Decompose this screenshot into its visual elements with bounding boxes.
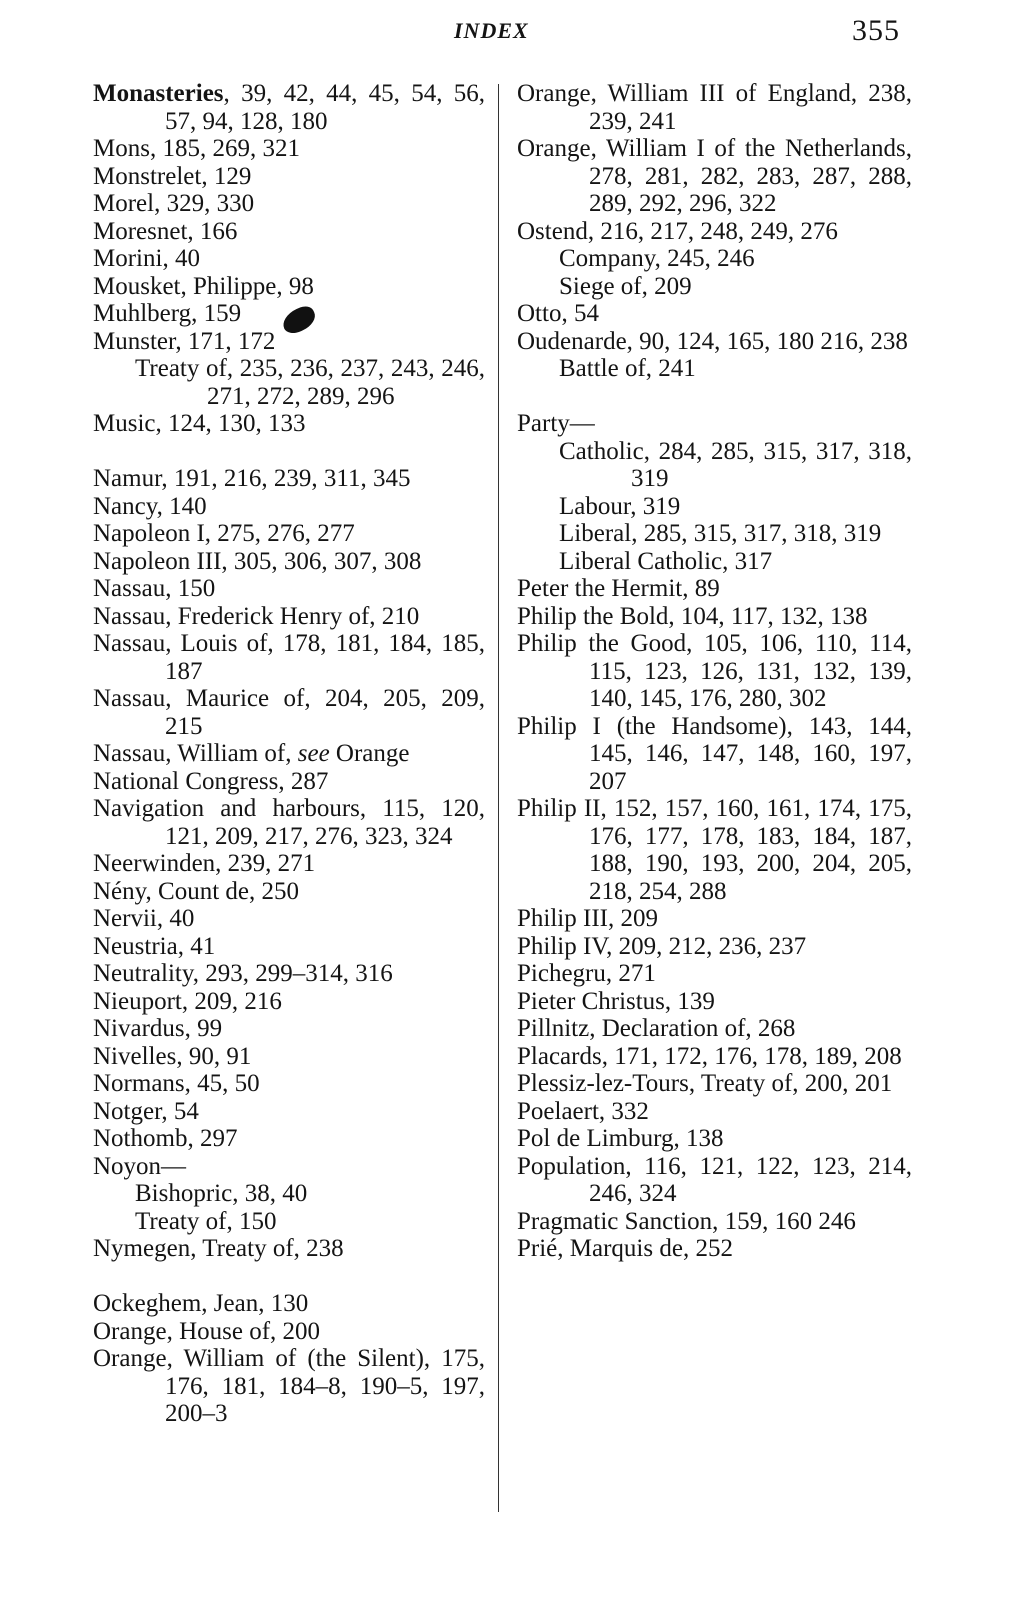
- index-entry: [93, 493, 485, 521]
- index-entry: [93, 190, 485, 218]
- entry-page-refs: , 238: [293, 1235, 344, 1262]
- index-entry: [517, 575, 912, 603]
- entry-heading: Pieter Christus: [517, 987, 665, 1015]
- index-entry: [517, 933, 912, 961]
- index-entry: [517, 1153, 912, 1208]
- entry-heading: Philip III: [517, 905, 608, 932]
- entry-page-refs: , 278, 281, 282, 283, 287, 288, 289, 292, 296, 322: [589, 135, 912, 217]
- entry-heading: Ostend: [517, 217, 588, 245]
- entry-heading: Namur: [93, 465, 162, 492]
- entry-heading: Napoleon III: [93, 547, 222, 575]
- index-entry: [517, 988, 912, 1016]
- entry-heading: Orange, William I of the Netherlands: [517, 135, 906, 162]
- index-entry: [93, 520, 485, 548]
- index-subentry: [517, 520, 912, 548]
- index-entry: [93, 1345, 485, 1428]
- entry-heading: Placards: [517, 1042, 602, 1070]
- entry-heading: Pichegru: [517, 960, 606, 987]
- index-entry: [93, 850, 485, 878]
- entry-heading: Bishopric: [135, 1180, 233, 1207]
- entry-page-refs: , 139: [664, 987, 715, 1015]
- entry-heading: Neerwinden: [93, 850, 216, 877]
- entry-heading: Nieuport: [93, 987, 182, 1015]
- index-entry: [93, 328, 485, 356]
- entry-heading: Monstrelet: [93, 162, 202, 190]
- column-divider: [498, 84, 499, 1512]
- entry-page-refs: , 45, 50: [184, 1070, 260, 1097]
- entry-heading: Mousket, Philippe: [93, 272, 277, 300]
- entry-heading: Munster: [93, 327, 176, 355]
- entry-page-refs: , 171, 172: [175, 327, 276, 355]
- entry-page-refs: , 40: [162, 245, 200, 272]
- entry-heading: Nivelles: [93, 1042, 177, 1070]
- entry-page-refs: , 159: [191, 300, 242, 327]
- entry-page-refs: , 191, 216, 239, 311, 345: [161, 465, 411, 492]
- entry-heading: Plessiz-lez-Tours, Treaty of: [517, 1070, 793, 1097]
- entry-heading: Monasteries: [93, 80, 224, 107]
- index-subentry: [517, 548, 912, 576]
- index-entry: [93, 988, 485, 1016]
- index-entry: [517, 795, 912, 905]
- entry-page-refs: , 98: [276, 272, 314, 300]
- entry-heading: Catholic: [559, 437, 644, 465]
- entry-heading: National Congress: [93, 767, 279, 795]
- section-gap: [93, 1263, 485, 1291]
- entry-page-refs: , 332: [598, 1097, 649, 1125]
- index-subentry: [517, 245, 912, 273]
- entry-page-refs: , 115, 120, 121, 209, 217, 276, 323, 324: [165, 795, 486, 850]
- index-subentry: [517, 438, 912, 493]
- entry-heading: Treaty of: [135, 1207, 227, 1235]
- entry-page-refs: , 104, 117, 132, 138: [668, 602, 868, 630]
- entry-heading: Orange, William of (the Silent): [93, 1345, 424, 1372]
- entry-heading: Nény, Count de: [93, 877, 249, 905]
- index-subentry: [517, 355, 912, 383]
- entry-page-refs: , 204, 205, 209, 215: [165, 685, 485, 740]
- entry-page-refs: , 271: [605, 960, 656, 987]
- entry-heading: Normans: [93, 1070, 185, 1097]
- entry-page-refs: , 297: [187, 1125, 238, 1152]
- entry-page-refs: , 178, 181, 184, 185, 187: [165, 630, 485, 685]
- index-entry: [93, 1235, 485, 1263]
- entry-heading: Prié, Marquis de: [517, 1235, 683, 1262]
- index-entry: [517, 713, 912, 796]
- entry-page-refs: , 105, 106, 110, 114, 115, 123, 126, 131, 132, 139, 140, 145, 176, 280, 302: [589, 630, 912, 712]
- entry-page-refs: , 150: [165, 575, 216, 602]
- index-entry: [517, 300, 912, 328]
- entry-page-refs: , 209, 216: [181, 987, 282, 1015]
- entry-heading: Nassau, Maurice of: [93, 685, 305, 712]
- section-gap: [517, 383, 912, 411]
- index-entry: [517, 960, 912, 988]
- index-subentry: [93, 1180, 485, 1208]
- entry-heading: Nancy: [93, 492, 157, 520]
- index-entry: [517, 603, 912, 631]
- index-entry: [517, 1125, 912, 1153]
- entry-page-refs: , 90, 124, 165, 180 216, 238: [626, 327, 908, 355]
- entry-heading: Orange, William III of England: [517, 80, 851, 107]
- entry-heading: Company: [559, 245, 655, 272]
- entry-heading: Morel: [93, 190, 155, 217]
- entry-page-refs: , 305, 306, 307, 308: [221, 547, 422, 575]
- index-entry: [517, 1015, 912, 1043]
- index-entry: [517, 80, 912, 135]
- entry-heading: Labour: [559, 492, 631, 520]
- index-entry: [93, 1098, 485, 1126]
- entry-heading: Nivardus: [93, 1015, 185, 1042]
- index-entry: [517, 1043, 912, 1071]
- entry-heading: Peter the Hermit: [517, 575, 683, 602]
- index-entry: [93, 1290, 485, 1318]
- entry-heading: Pillnitz, Declaration of: [517, 1015, 746, 1042]
- entry-page-refs: , 116, 121, 122, 123, 214, 246, 324: [589, 1152, 912, 1207]
- index-subentry: [93, 355, 485, 410]
- index-entry: [93, 603, 485, 631]
- index-subentry: [517, 273, 912, 301]
- index-entry: [93, 300, 485, 328]
- entry-page-refs: , 216, 217, 248, 249, 276: [587, 217, 838, 245]
- entry-page-refs: , 130: [258, 1290, 309, 1317]
- entry-heading: Music: [93, 410, 156, 437]
- index-entry: [93, 1153, 485, 1181]
- entry-heading: Mons: [93, 135, 150, 162]
- entry-page-refs: , 293, 299–314, 316: [192, 960, 393, 987]
- entry-heading: Nassau, Frederick Henry of: [93, 602, 370, 630]
- entry-page-refs: , 250: [249, 877, 299, 905]
- index-entry: [93, 465, 485, 493]
- index-entry: [93, 1318, 485, 1346]
- entry-page-refs: , 287: [278, 767, 329, 795]
- entry-heading: Otto: [517, 300, 562, 327]
- entry-heading: Oudenarde: [517, 327, 627, 355]
- index-entry: [93, 905, 485, 933]
- entry-page-refs: , 140: [156, 492, 207, 520]
- entry-heading: Moresnet: [93, 217, 188, 245]
- entry-page-refs: , 143, 144, 145, 146, 147, 148, 160, 197, 207: [589, 712, 912, 795]
- entry-page-refs: , 150: [226, 1207, 277, 1235]
- index-entry: [93, 740, 485, 768]
- index-entry: [93, 135, 485, 163]
- entry-page-refs: , 185, 269, 321: [149, 135, 300, 162]
- index-entry: [517, 328, 912, 356]
- index-entry: [93, 548, 485, 576]
- entry-page-refs: , 268: [745, 1015, 796, 1042]
- entry-page-refs: , 245, 246: [654, 245, 755, 272]
- entry-page-refs: Orange: [329, 740, 410, 767]
- index-entry: [517, 1070, 912, 1098]
- entry-page-refs: , 285, 315, 317, 318, 319: [631, 520, 882, 547]
- index-entry: [517, 1098, 912, 1126]
- entry-page-refs: , 166: [187, 217, 238, 245]
- entry-heading: Party—: [517, 410, 595, 437]
- index-entry: [517, 1208, 912, 1236]
- entry-page-refs: , 41: [177, 932, 216, 960]
- entry-heading: Neutrality: [93, 960, 193, 987]
- index-entry: [517, 218, 912, 246]
- entry-heading: Poelaert: [517, 1097, 599, 1125]
- entry-heading: Battle of: [559, 355, 646, 382]
- entry-page-refs: , 99: [184, 1015, 223, 1042]
- entry-heading: Orange, House of: [93, 1317, 271, 1345]
- entry-heading: Notger: [93, 1097, 162, 1125]
- entry-heading: Nymegen, Treaty of: [93, 1235, 294, 1262]
- entry-page-refs: , 209, 212, 236, 237: [606, 932, 807, 960]
- entry-page-refs: , 235, 236, 237, 243, 246, 271, 272, 289, 296: [207, 355, 486, 410]
- entry-page-refs: , 89: [682, 575, 720, 602]
- entry-heading: Navigation and harbours: [93, 795, 360, 822]
- page-number: 355: [852, 14, 900, 47]
- entry-page-refs: , 124, 130, 133: [155, 410, 306, 437]
- entry-page-refs: , 159, 160 246: [712, 1207, 856, 1235]
- entry-page-refs: , 175, 176, 181, 184–8, 190–5, 197, 200–3: [165, 1345, 485, 1427]
- entry-page-refs: , 329, 330: [154, 190, 255, 217]
- entry-heading: Philip the Good: [517, 630, 687, 657]
- section-gap: [93, 438, 485, 466]
- index-column-right: [517, 80, 912, 1263]
- entry-heading: Morini: [93, 245, 163, 272]
- entry-heading: Siege of: [559, 272, 642, 300]
- entry-page-refs: , 39, 42, 44, 45, 54, 56, 57, 94, 128, 180: [165, 80, 485, 135]
- entry-heading: Noyon—: [93, 1152, 187, 1180]
- entry-page-refs: , 90, 91: [176, 1042, 252, 1070]
- entry-heading: Muhlberg: [93, 300, 192, 327]
- entry-page-refs: , 241: [645, 355, 696, 382]
- entry-heading: Philip I (the Handsome): [517, 712, 787, 740]
- entry-page-refs: , 152, 157, 160, 161, 174, 175, 176, 177, 178, 183, 184, 187, 188, 190, 193, 200, 204, 205, 218, 254, 288: [589, 795, 912, 905]
- entry-heading: Philip II: [517, 795, 601, 822]
- index-entry: [93, 630, 485, 685]
- index-entry: [517, 1235, 912, 1263]
- entry-page-refs: , 138: [673, 1125, 724, 1152]
- index-entry: [93, 1043, 485, 1071]
- index-entry: [93, 1015, 485, 1043]
- index-entry: [93, 960, 485, 988]
- entry-heading: Liberal: [559, 520, 632, 547]
- index-entry: [93, 575, 485, 603]
- entry-heading: Population: [517, 1152, 626, 1180]
- index-entry: [93, 245, 485, 273]
- entry-page-refs: , 129: [201, 162, 252, 190]
- index-entry: [93, 80, 485, 135]
- index-entry: [517, 135, 912, 218]
- entry-heading: Philip the Bold: [517, 602, 669, 630]
- index-entry: [93, 795, 485, 850]
- entry-heading: Liberal Catholic: [559, 547, 723, 575]
- index-entry: [93, 273, 485, 301]
- entry-page-refs: , 317: [722, 547, 773, 575]
- entry-page-refs: , 40: [156, 905, 195, 932]
- entry-page-refs: , 238, 239, 241: [589, 80, 913, 135]
- entry-page-refs: , 54: [561, 300, 599, 327]
- index-subentry: [93, 1208, 485, 1236]
- entry-page-refs: , 171, 172, 176, 178, 189, 208: [601, 1042, 902, 1070]
- entry-heading: Pol de Limburg: [517, 1125, 674, 1152]
- entry-page-refs: , 319: [630, 492, 681, 520]
- index-column-left: [93, 80, 485, 1428]
- index-entry: [93, 878, 485, 906]
- entry-heading: Napoleon I: [93, 520, 205, 547]
- index-subentry: [517, 493, 912, 521]
- index-entry: [93, 1070, 485, 1098]
- entry-page-refs: , 54: [161, 1097, 199, 1125]
- entry-heading: Nothomb: [93, 1125, 188, 1152]
- entry-heading: Pragmatic Sanction: [517, 1207, 713, 1235]
- entry-heading: Neustria: [93, 932, 178, 960]
- index-entry: [93, 163, 485, 191]
- entry-heading: Nassau, William of,: [93, 740, 298, 767]
- entry-heading: Treaty of: [135, 355, 227, 382]
- entry-page-refs: , 239, 271: [215, 850, 316, 877]
- index-entry: [517, 630, 912, 713]
- index-entry: [93, 768, 485, 796]
- entry-page-refs: , 275, 276, 277: [204, 520, 355, 547]
- entry-page-refs: , 252: [682, 1235, 733, 1262]
- entry-heading: Nervii: [93, 905, 157, 932]
- entry-heading: Nassau, Louis of: [93, 630, 268, 657]
- see-reference: see: [297, 740, 330, 767]
- entry-page-refs: , 209: [641, 272, 692, 300]
- entry-page-refs: , 200, 201: [792, 1070, 893, 1097]
- entry-page-refs: , 209: [607, 905, 658, 932]
- index-entry: [93, 933, 485, 961]
- index-entry: [93, 410, 485, 438]
- index-entry: [517, 410, 912, 438]
- index-entry: [93, 1125, 485, 1153]
- entry-page-refs: , 200: [270, 1317, 321, 1345]
- entry-heading: Ockeghem, Jean: [93, 1290, 259, 1317]
- entry-page-refs: , 38, 40: [232, 1180, 308, 1207]
- entry-heading: Nassau: [93, 575, 166, 602]
- entry-page-refs: , 210: [369, 602, 420, 630]
- entry-page-refs: , 284, 285, 315, 317, 318, 319: [631, 437, 912, 492]
- index-entry: [93, 218, 485, 246]
- index-entry: [93, 685, 485, 740]
- entry-heading: Philip IV: [517, 932, 607, 960]
- running-head-title: INDEX: [454, 18, 529, 43]
- index-entry: [517, 905, 912, 933]
